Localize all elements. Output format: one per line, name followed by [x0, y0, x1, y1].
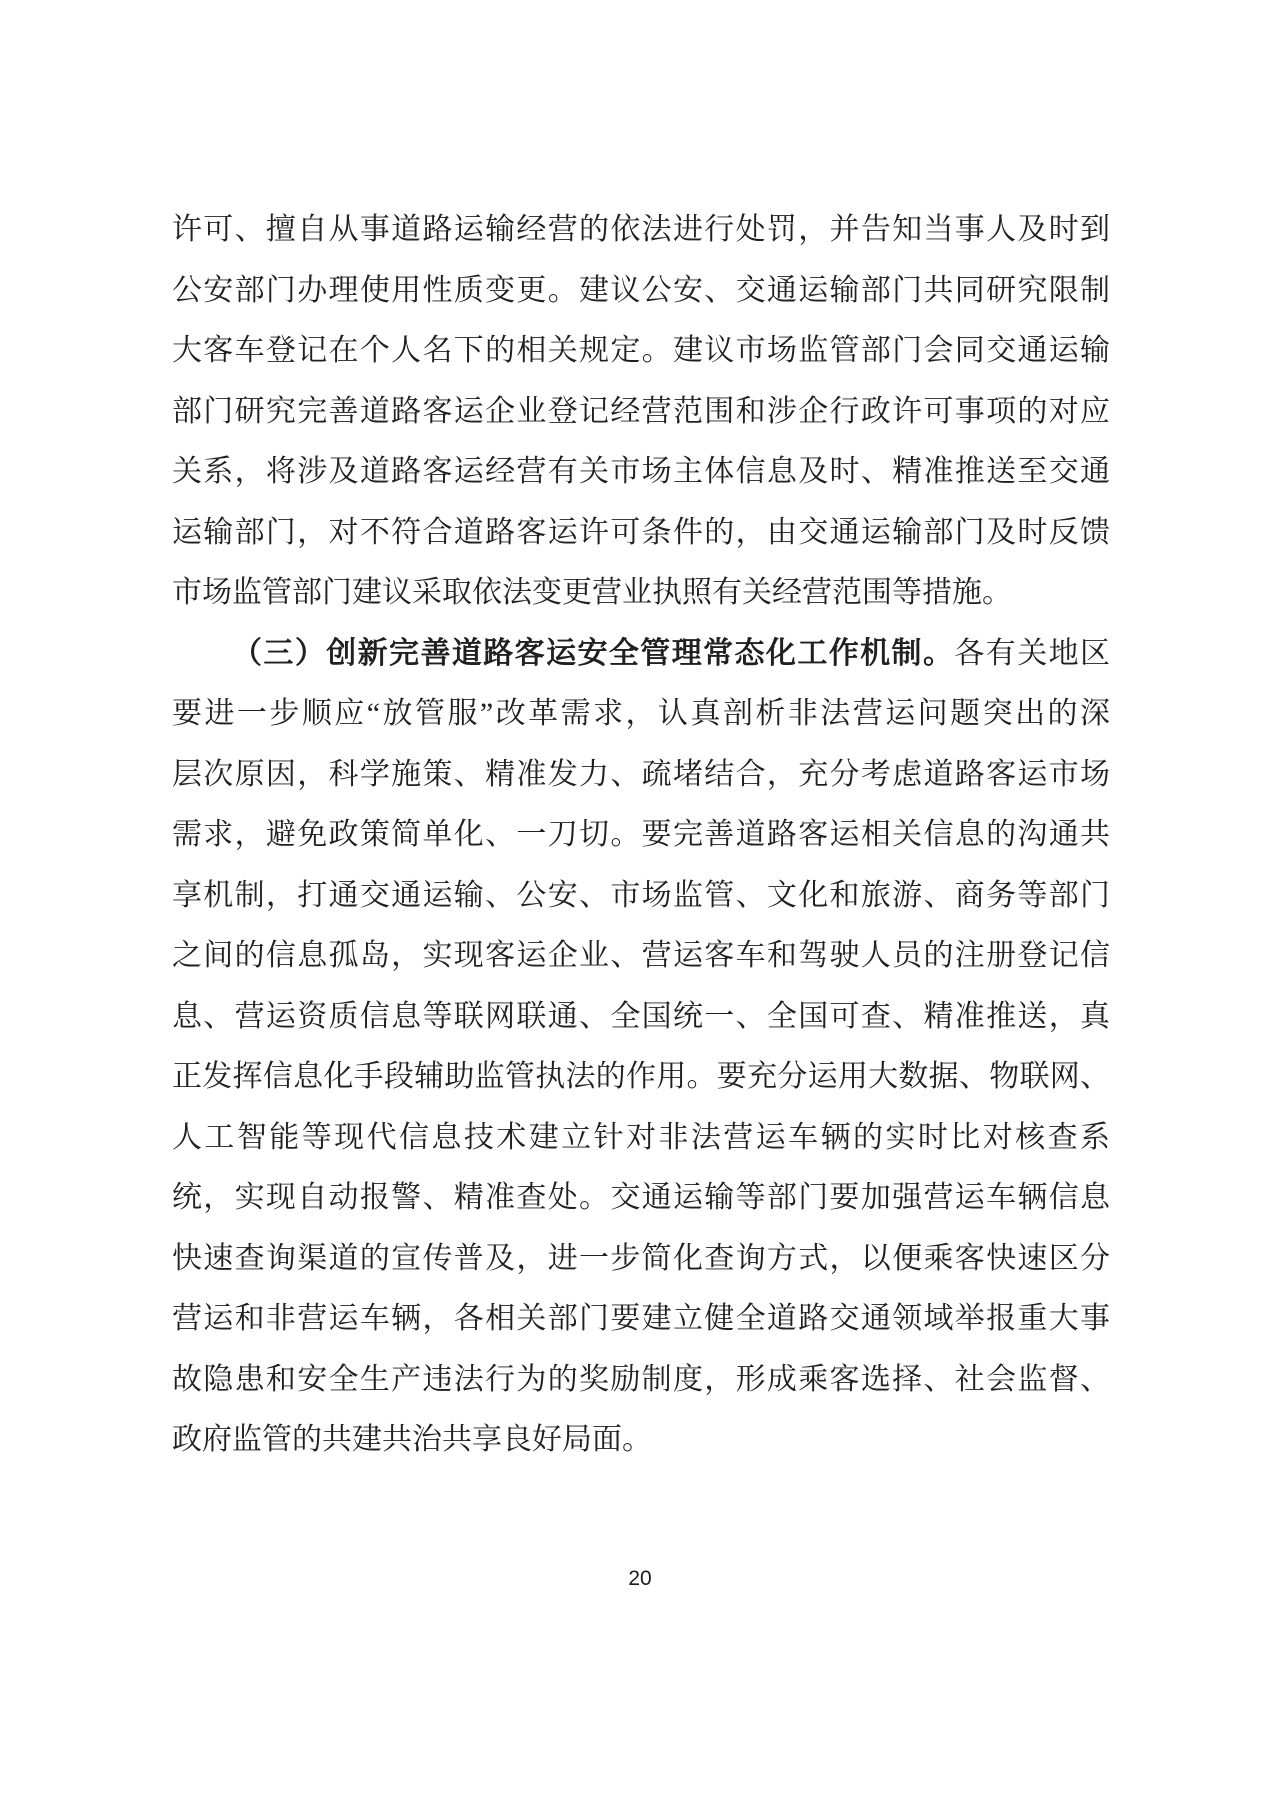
body-text: 运输部门，对不符合道路客运许可条件的，由交通运输部门及时反馈 [172, 515, 1110, 549]
text-line [172, 1168, 1110, 1229]
body-text: 要进一步顺应“放管服”改革需求，认真剖析非法营运问题突出的深 [172, 697, 1110, 730]
text-line [172, 684, 1110, 745]
body-text: 关系，将涉及道路客运经营有关市场主体信息及时、精准推送至交通 [172, 455, 1110, 488]
body-text: 息、营运资质信息等联网联通、全国统一、全国可查、精准推送，真 [172, 999, 1110, 1033]
text-line [172, 805, 1110, 866]
text-line [172, 926, 1110, 987]
text-line [172, 624, 1110, 685]
text-line [172, 321, 1110, 382]
body-text: 公安部门办理使用性质变更。建议公安、交通运输部门共同研究限制 [172, 273, 1110, 307]
body-text: 政府监管的共建共治共享良好局面。 [172, 1423, 652, 1456]
text-line [172, 200, 1110, 261]
text-line [172, 745, 1110, 806]
body-text: 大客车登记在个人名下的相关规定。建议市场监管部门会同交通运输 [172, 334, 1110, 367]
text-line [172, 382, 1110, 443]
body-text: 部门研究完善道路客运企业登记经营范围和涉企行政许可事项的对应 [172, 394, 1110, 428]
text-line [172, 1229, 1110, 1290]
body-text: 统，实现自动报警、精准查处。交通运输等部门要加强营运车辆信息 [172, 1181, 1110, 1214]
body-text: 人工智能等现代信息技术建立针对非法营运车辆的实时比对核查系 [172, 1120, 1110, 1154]
document-body [172, 200, 1110, 1471]
page-number: 20 [628, 1567, 652, 1590]
body-text: 许可、擅自从事道路运输经营的依法进行处罚，并告知当事人及时到 [172, 213, 1110, 246]
body-text: 正发挥信息化手段辅助监管执法的作用。要充分运用大数据、物联网、 [172, 1060, 1110, 1093]
text-line [172, 987, 1110, 1048]
text-line [172, 1350, 1110, 1411]
text-line [172, 442, 1110, 503]
section-heading: （三）创新完善道路客运安全管理常态化工作机制。 [232, 636, 955, 670]
body-text: 享机制，打通交通运输、公安、市场监管、文化和旅游、商务等部门 [172, 878, 1110, 912]
text-line [172, 503, 1110, 564]
text-line [172, 1410, 1110, 1471]
text-line [172, 1047, 1110, 1108]
text-line [172, 1289, 1110, 1350]
body-text: 市场监管部门建议采取依法变更营业执照有关经营范围等措施。 [172, 576, 1012, 609]
body-text: 营运和非营运车辆，各相关部门要建立健全道路交通领域举报重大事 [172, 1302, 1110, 1335]
text-line [172, 1108, 1110, 1169]
body-text: 需求，避免政策简单化、一刀切。要完善道路客运相关信息的沟通共 [172, 818, 1110, 851]
body-text: 快速查询渠道的宣传普及，进一步简化查询方式，以便乘客快速区分 [172, 1241, 1110, 1275]
body-text: 故隐患和安全生产违法行为的奖励制度，形成乘客选择、社会监督、 [172, 1362, 1110, 1396]
text-line [172, 563, 1110, 624]
body-text: 之间的信息孤岛，实现客运企业、营运客车和驾驶人员的注册登记信 [172, 939, 1110, 972]
body-text: 各有关地区 [954, 636, 1111, 670]
body-text: 层次原因，科学施策、精准发力、疏堵结合，充分考虑道路客运市场 [172, 757, 1110, 791]
text-line [172, 261, 1110, 322]
text-line [172, 866, 1110, 927]
